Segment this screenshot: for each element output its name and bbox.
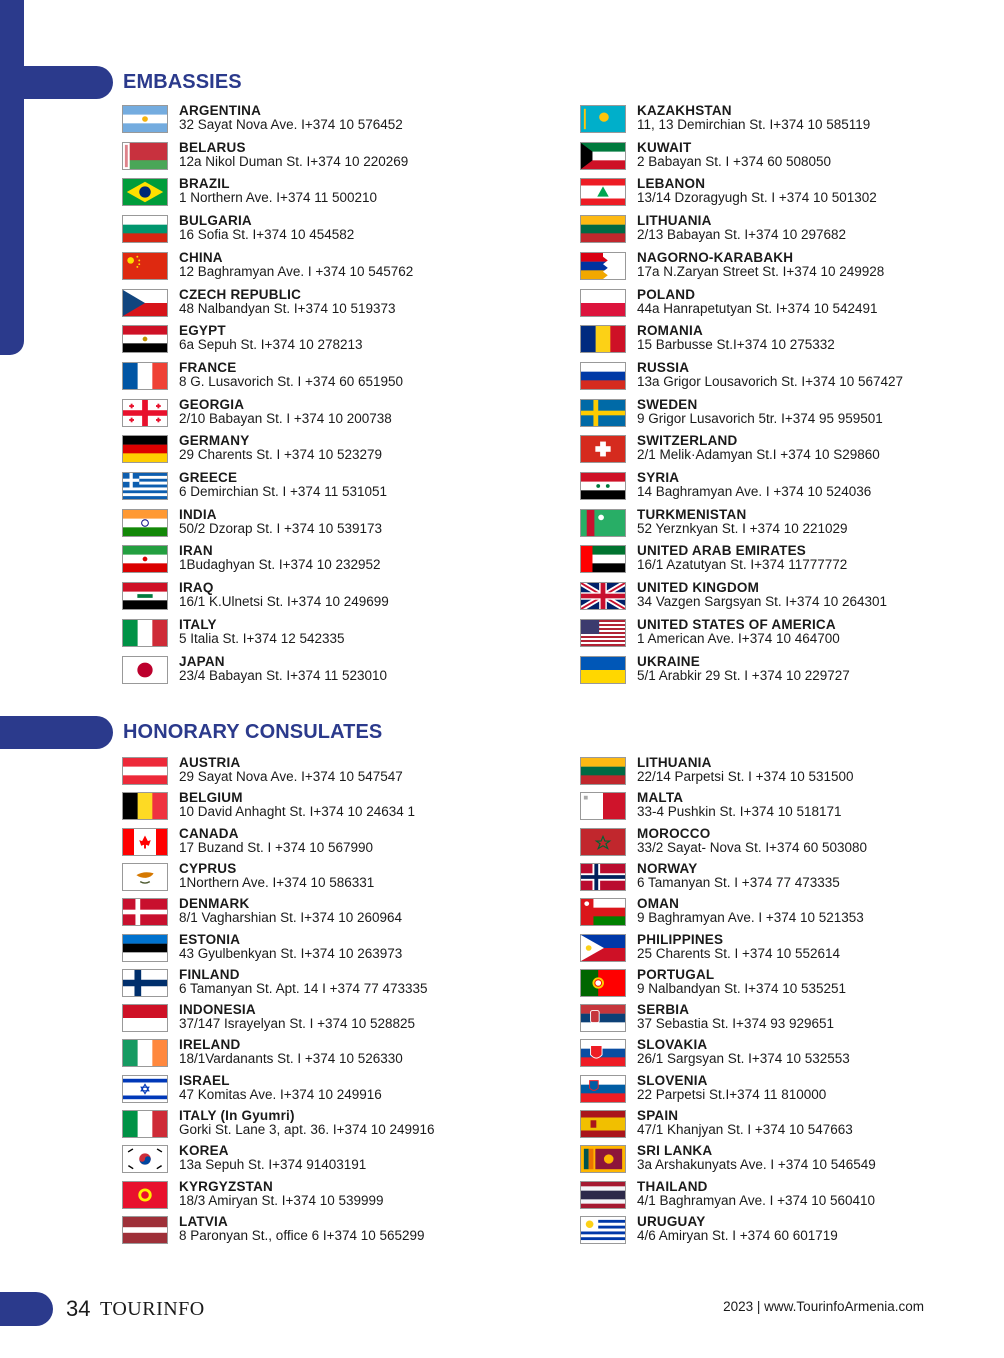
embassies-heading: EMBASSIES bbox=[123, 71, 242, 93]
flag-turkmenistan-icon bbox=[580, 509, 626, 537]
country-name: EGYPT bbox=[179, 323, 226, 339]
flag-korea-icon bbox=[122, 1145, 168, 1173]
entry-text bbox=[179, 755, 403, 784]
country-name: NORWAY bbox=[637, 860, 698, 876]
flag-lithuania-icon bbox=[580, 215, 626, 243]
flag-georgia-icon bbox=[122, 399, 168, 427]
entry-text bbox=[637, 176, 877, 205]
country-name: CANADA bbox=[179, 825, 239, 841]
address-phone: 50/2 Dzorap St. I +374 10 539173 bbox=[179, 520, 383, 536]
address-phone: 48 Nalbandyan St. I+374 10 519373 bbox=[179, 300, 396, 316]
flag-ukraine-icon bbox=[580, 656, 626, 684]
entry-text bbox=[179, 580, 389, 609]
address-phone: 4/1 Baghramyan Ave. I +374 10 560410 bbox=[637, 1192, 876, 1208]
country-name: SYRIA bbox=[637, 470, 680, 485]
entry-text bbox=[179, 1143, 366, 1172]
country-name: INDONESIA bbox=[179, 1002, 256, 1018]
entry-text bbox=[637, 1037, 850, 1066]
address-phone: 8 G. Lusavorich St. I +374 60 651950 bbox=[179, 373, 404, 389]
address-phone: 2/10 Babayan St. I +374 10 200738 bbox=[179, 410, 392, 426]
flag-germany-icon bbox=[122, 435, 168, 463]
country-name: BRAZIL bbox=[179, 176, 230, 192]
entry-text bbox=[179, 826, 373, 855]
flag-denmark-icon bbox=[122, 898, 168, 926]
entry-text bbox=[179, 250, 413, 279]
entry-text bbox=[637, 617, 840, 646]
address-phone: 1 American Ave. I+374 10 464700 bbox=[637, 630, 840, 646]
entry-text bbox=[637, 140, 831, 169]
consulates-section-tab bbox=[0, 716, 113, 749]
flag-greece-icon bbox=[122, 472, 168, 500]
address-phone: 9 Baghramyan Ave. I +374 10 521353 bbox=[637, 910, 864, 926]
flag-lebanon-icon bbox=[580, 178, 626, 206]
entry-text bbox=[637, 896, 864, 925]
country-name: UNITED KINGDOM bbox=[637, 580, 760, 596]
country-name: KUWAIT bbox=[637, 139, 692, 155]
address-phone: 47/1 Khanjyan St. I +374 10 547663 bbox=[637, 1122, 853, 1137]
entry-text bbox=[637, 826, 867, 855]
country-name: POLAND bbox=[637, 286, 696, 302]
address-phone: 32 Sayat Nova Ave. I+374 10 576452 bbox=[179, 117, 403, 132]
address-phone: 5 Italia St. I+374 12 542335 bbox=[179, 630, 345, 646]
address-phone: 11, 13 Demirchian St. I+374 10 585119 bbox=[637, 117, 871, 132]
country-name: MOROCCO bbox=[637, 825, 711, 841]
country-name: UNITED STATES OF AMERICA bbox=[637, 616, 836, 632]
flag-slovenia-icon bbox=[580, 1075, 626, 1103]
entry-text bbox=[637, 1108, 853, 1137]
page-number: 34 bbox=[66, 1296, 91, 1321]
address-phone: 33-4 Pushkin St. I+374 10 518171 bbox=[637, 804, 842, 820]
flag-brazil-icon bbox=[122, 178, 168, 206]
address-phone: 1Northern Ave. I+374 10 586331 bbox=[179, 874, 375, 890]
country-name: RUSSIA bbox=[637, 359, 690, 375]
flag-india-icon bbox=[122, 509, 168, 537]
entry-text bbox=[637, 790, 842, 819]
flag-italy-icon bbox=[122, 1110, 168, 1138]
entry-text bbox=[637, 1214, 838, 1243]
footer-tab bbox=[0, 1292, 53, 1326]
flag-czech-icon bbox=[122, 289, 168, 317]
entry-text bbox=[179, 507, 382, 536]
address-phone: 10 David Anhaght St. I+374 10 24634 1 bbox=[179, 804, 416, 820]
address-phone: 29 Charents St. I +374 10 523279 bbox=[179, 447, 383, 463]
country-name: INDIA bbox=[179, 506, 217, 522]
flag-kyrgyzstan-icon bbox=[122, 1181, 168, 1209]
flag-uk-icon bbox=[580, 582, 626, 610]
country-name: ISRAEL bbox=[179, 1072, 230, 1088]
entry-text bbox=[179, 790, 415, 819]
entry-text bbox=[179, 1108, 435, 1137]
flag-israel-icon bbox=[122, 1075, 168, 1103]
country-name: LITHUANIA bbox=[637, 755, 712, 770]
address-phone: 33/2 Sayat- Nova St. I+374 60 503080 bbox=[637, 839, 868, 855]
entry-text bbox=[637, 1073, 826, 1102]
entry-text bbox=[179, 360, 403, 389]
entry-text bbox=[179, 176, 377, 205]
country-name: LATVIA bbox=[179, 1213, 228, 1229]
flag-syria-icon bbox=[580, 472, 626, 500]
flag-poland-icon bbox=[580, 289, 626, 317]
flag-oman-icon bbox=[580, 898, 626, 926]
flag-russia-icon bbox=[580, 362, 626, 390]
country-name: MALTA bbox=[637, 790, 684, 806]
sidebar-accent-bar bbox=[0, 0, 24, 355]
flag-cyprus-icon bbox=[122, 863, 168, 891]
address-phone: 29 Sayat Nova Ave. I+374 10 547547 bbox=[179, 769, 403, 784]
flag-france-icon bbox=[122, 362, 168, 390]
country-name: BULGARIA bbox=[179, 213, 252, 229]
address-phone: 1Budaghyan St. I+374 10 232952 bbox=[179, 557, 381, 573]
entry-text bbox=[637, 323, 835, 352]
address-phone: 47 Komitas Ave. I+374 10 249916 bbox=[179, 1086, 382, 1102]
country-name: DENMARK bbox=[179, 896, 250, 912]
address-phone: 13a Sepuh St. I+374 91403191 bbox=[179, 1157, 367, 1173]
country-name: SRI LANKA bbox=[637, 1143, 713, 1159]
entry-text bbox=[179, 1037, 403, 1066]
country-name: UNITED ARAB EMIRATES bbox=[637, 543, 806, 559]
address-phone: 9 Grigor Lusavorich 5tr. I+374 95 959501 bbox=[637, 410, 883, 426]
entry-text bbox=[179, 1002, 415, 1031]
flag-norway-icon bbox=[580, 863, 626, 891]
country-name: FINLAND bbox=[179, 966, 240, 982]
country-name: LEBANON bbox=[637, 176, 706, 192]
flag-srilanka-icon bbox=[580, 1145, 626, 1173]
country-name: IRELAND bbox=[179, 1037, 241, 1053]
address-phone: 3a Arshakunyats Ave. I +374 10 546549 bbox=[637, 1157, 876, 1173]
flag-bulgaria-icon bbox=[122, 215, 168, 243]
flag-slovakia-icon bbox=[580, 1039, 626, 1067]
flag-argentina-icon bbox=[122, 105, 168, 133]
address-phone: 52 Yerznkyan St. I +374 10 221029 bbox=[637, 520, 848, 536]
entry-text bbox=[637, 397, 883, 426]
flag-canada-icon bbox=[122, 828, 168, 856]
address-phone: 6 Tamanyan St. I +374 77 473335 bbox=[637, 874, 840, 890]
entry-text bbox=[179, 543, 381, 572]
country-name: LITHUANIA bbox=[637, 213, 712, 229]
country-name: SWEDEN bbox=[637, 396, 698, 412]
flag-austria-icon bbox=[122, 757, 168, 785]
flag-indonesia-icon bbox=[122, 1004, 168, 1032]
address-phone: 12 Baghramyan Ave. I +374 10 545762 bbox=[179, 263, 414, 279]
flag-morocco-icon bbox=[580, 828, 626, 856]
entry-text bbox=[179, 287, 396, 316]
address-phone: 44a Hanrapetutyan St. I+374 10 542491 bbox=[637, 300, 878, 316]
address-phone: 34 Vazgen Sargsyan St. I+374 10 264301 bbox=[637, 594, 888, 610]
entry-text bbox=[637, 755, 854, 784]
address-phone: 6a Sepuh St. I+374 10 278213 bbox=[179, 337, 363, 353]
flag-finland-icon bbox=[122, 969, 168, 997]
country-name: KAZAKHSTAN bbox=[637, 103, 732, 118]
country-name: SPAIN bbox=[637, 1108, 679, 1123]
address-phone: 25 Charents St. I +374 10 552614 bbox=[637, 945, 841, 961]
entry-text bbox=[179, 103, 403, 132]
entry-text bbox=[637, 932, 840, 961]
entry-text bbox=[179, 213, 354, 242]
entry-text bbox=[179, 896, 402, 925]
entry-text bbox=[637, 580, 887, 609]
address-phone: 22/14 Parpetsi St. I +374 10 531500 bbox=[637, 769, 854, 784]
address-phone: 18/1Vardanants St. I +374 10 526330 bbox=[179, 1051, 403, 1067]
country-name: CHINA bbox=[179, 249, 223, 265]
country-name: SWITZERLAND bbox=[637, 433, 738, 449]
country-name: TURKMENISTAN bbox=[637, 506, 747, 522]
address-phone: 26/1 Sargsyan St. I+374 10 532553 bbox=[637, 1051, 850, 1067]
country-name: IRAQ bbox=[179, 580, 214, 596]
address-phone: 15 Barbusse St.I+374 10 275332 bbox=[637, 337, 835, 353]
flag-iran-icon bbox=[122, 545, 168, 573]
country-name: THAILAND bbox=[637, 1178, 708, 1194]
country-name: OMAN bbox=[637, 896, 680, 912]
country-name: PHILIPPINES bbox=[637, 931, 724, 947]
entry-text bbox=[179, 323, 363, 352]
address-phone: 16/1 Azatutyan St. I+374 11777772 bbox=[637, 557, 848, 573]
address-phone: 43 Gyulbenkyan St. I+374 10 263973 bbox=[179, 945, 403, 961]
country-name: IRAN bbox=[179, 543, 213, 559]
country-name: AUSTRIA bbox=[179, 755, 241, 770]
flag-portugal-icon bbox=[580, 969, 626, 997]
entry-text bbox=[179, 654, 387, 683]
flag-lithuania-icon bbox=[580, 757, 626, 785]
country-name: NAGORNO-KARABAKH bbox=[637, 249, 794, 265]
embassies-section-tab bbox=[0, 66, 113, 99]
address-phone: 1 Northern Ave. I+374 11 500210 bbox=[179, 190, 378, 206]
brand-name: TOURINFO bbox=[100, 1298, 205, 1320]
address-phone: 14 Baghramyan Ave. I +374 10 524036 bbox=[637, 484, 872, 499]
entry-text bbox=[179, 1214, 425, 1243]
country-name: KOREA bbox=[179, 1143, 229, 1159]
address-phone: 17a N.Zaryan Street St. I+374 10 249928 bbox=[637, 263, 885, 279]
entry-text bbox=[179, 1073, 382, 1102]
flag-china-icon bbox=[122, 252, 168, 280]
country-name: ESTONIA bbox=[179, 931, 241, 947]
flag-italy-icon bbox=[122, 619, 168, 647]
entry-text bbox=[179, 433, 382, 462]
address-phone: 37/147 Israyelyan St. I +374 10 528825 bbox=[179, 1016, 416, 1032]
country-name: BELGIUM bbox=[179, 790, 243, 806]
address-phone: 18/3 Amiryan St. I+374 10 539999 bbox=[179, 1192, 384, 1208]
flag-estonia-icon bbox=[122, 934, 168, 962]
address-phone: 37 Sebastia St. I+374 93 929651 bbox=[637, 1016, 835, 1032]
country-name: SERBIA bbox=[637, 1002, 690, 1018]
address-phone: 22 Parpetsi St.I+374 11 810000 bbox=[637, 1086, 827, 1102]
entry-text bbox=[637, 360, 903, 389]
country-name: SLOVAKIA bbox=[637, 1037, 708, 1053]
address-phone: 17 Buzand St. I +374 10 567990 bbox=[179, 839, 374, 855]
address-phone: 2 Babayan St. I +374 60 508050 bbox=[637, 153, 832, 169]
flag-serbia-icon bbox=[580, 1004, 626, 1032]
address-phone: 13/14 Dzoragyugh St. I +374 10 501302 bbox=[637, 190, 877, 206]
address-phone: 13a Grigor Lousavorich St. I+374 10 567427 bbox=[637, 373, 904, 389]
entry-text bbox=[637, 1002, 834, 1031]
flag-kazakhstan-icon bbox=[580, 105, 626, 133]
entry-text bbox=[637, 103, 870, 132]
flag-sweden-icon bbox=[580, 399, 626, 427]
flag-kuwait-icon bbox=[580, 142, 626, 170]
country-name: ITALY bbox=[179, 616, 217, 632]
entry-text bbox=[637, 861, 840, 890]
flag-belgium-icon bbox=[122, 792, 168, 820]
entry-text bbox=[179, 967, 428, 996]
flag-usa-icon bbox=[580, 619, 626, 647]
entry-text bbox=[179, 1179, 384, 1208]
address-phone: 8/1 Vagharshian St. I+374 10 260964 bbox=[179, 910, 403, 926]
address-phone: Gorki St. Lane 3, apt. 36. I+374 10 249916 bbox=[179, 1122, 435, 1137]
address-phone: 6 Demirchian St. I +374 11 531051 bbox=[179, 484, 388, 499]
country-name: ITALY (In Gyumri) bbox=[179, 1108, 295, 1123]
entry-text bbox=[179, 861, 374, 890]
entry-text bbox=[179, 470, 387, 499]
address-phone: 12a Nikol Duman St. I+374 10 220269 bbox=[179, 153, 409, 169]
address-phone: 2/1 Melik·Adamyan St.I +374 10 S29860 bbox=[637, 447, 880, 463]
flag-philippines-icon bbox=[580, 934, 626, 962]
entry-text bbox=[179, 617, 345, 646]
entry-text bbox=[637, 1143, 876, 1172]
country-name: CYPRUS bbox=[179, 860, 237, 876]
consulates-heading: HONORARY CONSULATES bbox=[123, 721, 383, 743]
flag-spain-icon bbox=[580, 1110, 626, 1138]
flag-switzerland-icon bbox=[580, 435, 626, 463]
entry-text bbox=[637, 250, 884, 279]
footer-website: 2023 | www.TourinfoArmenia.com bbox=[723, 1299, 924, 1314]
address-phone: 4/6 Amiryan St. I +374 60 601719 bbox=[637, 1227, 838, 1243]
entry-text bbox=[179, 397, 392, 426]
flag-malta-icon bbox=[580, 792, 626, 820]
address-phone: 23/4 Babayan St. I+374 11 523010 bbox=[179, 667, 388, 683]
address-phone: 16 Sofia St. I+374 10 454582 bbox=[179, 227, 355, 243]
entry-text bbox=[637, 287, 878, 316]
country-name: URUGUAY bbox=[637, 1213, 706, 1229]
flag-egypt-icon bbox=[122, 325, 168, 353]
country-name: FRANCE bbox=[179, 359, 237, 375]
entry-text bbox=[637, 507, 848, 536]
country-name: KYRGYZSTAN bbox=[179, 1178, 274, 1194]
entry-text bbox=[637, 967, 846, 996]
country-name: CZECH REPUBLIC bbox=[179, 286, 302, 302]
country-name: GEORGIA bbox=[179, 396, 245, 412]
flag-ireland-icon bbox=[122, 1039, 168, 1067]
country-name: ROMANIA bbox=[637, 323, 703, 339]
entry-text bbox=[637, 543, 847, 572]
flag-karabakh-icon bbox=[580, 252, 626, 280]
entry-text bbox=[179, 140, 408, 169]
country-name: BELARUS bbox=[179, 139, 246, 155]
address-phone: 9 Nalbandyan St. I+374 10 535251 bbox=[637, 980, 847, 996]
flag-uruguay-icon bbox=[580, 1216, 626, 1244]
entry-text bbox=[179, 932, 402, 961]
address-phone: 8 Paronyan St., office 6 I+374 10 565299 bbox=[179, 1227, 425, 1243]
entry-text bbox=[637, 1179, 875, 1208]
entry-text bbox=[637, 470, 871, 499]
flag-thailand-icon bbox=[580, 1181, 626, 1209]
country-name: GERMANY bbox=[179, 433, 250, 449]
flag-uae-icon bbox=[580, 545, 626, 573]
country-name: ARGENTINA bbox=[179, 103, 262, 118]
address-phone: 5/1 Arabkir 29 St. I +374 10 229727 bbox=[637, 667, 850, 683]
country-name: JAPAN bbox=[179, 653, 225, 669]
entry-text bbox=[637, 654, 850, 683]
flag-iraq-icon bbox=[122, 582, 168, 610]
country-name: PORTUGAL bbox=[637, 966, 715, 982]
flag-romania-icon bbox=[580, 325, 626, 353]
flag-latvia-icon bbox=[122, 1216, 168, 1244]
address-phone: 16/1 K.Ulnetsi St. I+374 10 249699 bbox=[179, 594, 389, 610]
entry-text bbox=[637, 433, 880, 462]
country-name: GREECE bbox=[179, 470, 238, 485]
country-name: UKRAINE bbox=[637, 653, 700, 669]
address-phone: 2/13 Babayan St. I+374 10 297682 bbox=[637, 227, 847, 243]
country-name: SLOVENIA bbox=[637, 1072, 708, 1088]
flag-belarus-icon bbox=[122, 142, 168, 170]
entry-text bbox=[637, 213, 846, 242]
flag-japan-icon bbox=[122, 656, 168, 684]
address-phone: 6 Tamanyan St. Apt. 14 I +374 77 473335 bbox=[179, 980, 428, 996]
